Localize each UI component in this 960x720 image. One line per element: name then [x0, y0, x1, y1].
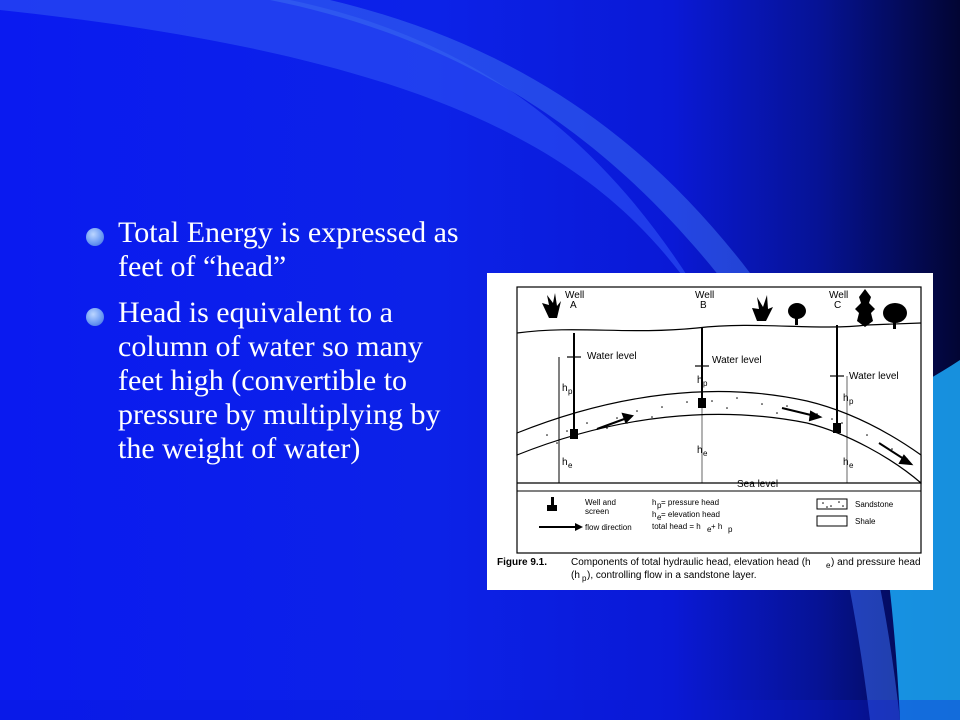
he-label: h	[697, 445, 703, 456]
well-label: Well	[695, 290, 715, 301]
bullet-item	[86, 216, 466, 284]
bullet-item	[86, 296, 466, 466]
legend-hp-sub: p	[657, 501, 662, 510]
bullet-text: Total Energy is expressed as feet of “head”	[118, 216, 459, 283]
legend-total-head: total head = h	[652, 522, 701, 531]
water-level-label: Water level	[712, 355, 762, 366]
legend-he-def: = elevation head	[661, 510, 720, 519]
caption-line2-end: ), controlling flow in a sandstone layer.	[587, 570, 757, 581]
he-label: h	[562, 457, 568, 468]
well-letter: A	[570, 300, 577, 311]
legend-well-screen: Well and	[585, 498, 616, 507]
hp-label: h	[562, 383, 568, 394]
well-a-screen	[570, 429, 578, 439]
hp-subscript: p	[568, 387, 573, 396]
legend-total-sub1: e	[707, 525, 712, 534]
well-label: Well	[565, 290, 585, 301]
he-subscript: e	[568, 461, 573, 470]
well-c-screen	[833, 423, 841, 433]
legend-he: h	[652, 510, 657, 519]
water-level-label: Water level	[587, 351, 637, 362]
caption-line2-sub: p	[582, 574, 587, 583]
bullet-list	[86, 216, 466, 478]
bullet-icon	[86, 308, 104, 326]
hydraulic-head-figure	[487, 273, 933, 590]
legend-well-screen-2: screen	[585, 507, 610, 516]
hp-label: h	[843, 393, 849, 404]
legend-sandstone: Sandstone	[855, 500, 894, 509]
caption-line2-start: (h	[571, 570, 580, 581]
caption-line1-sub: e	[826, 561, 831, 570]
legend-sandstone-swatch	[817, 499, 847, 509]
tree-icons	[542, 289, 907, 329]
caption-label: Figure 9.1.	[497, 557, 548, 568]
water-level-label: Water level	[849, 371, 899, 382]
well-letter: C	[834, 300, 842, 311]
well-label: Well	[829, 290, 849, 301]
hp-label: h	[697, 375, 703, 386]
bullet-icon	[86, 228, 104, 246]
legend-flow-direction: flow direction	[585, 523, 632, 532]
he-subscript: e	[703, 449, 708, 458]
legend-hp-def: = pressure head	[661, 498, 720, 507]
caption-line1: Components of total hydraulic head, elevation head (h	[571, 557, 811, 568]
legend-shale-swatch	[817, 516, 847, 526]
legend-hp: h	[652, 498, 657, 507]
figure-caption	[497, 557, 921, 583]
caption-line1-end: ) and pressure head	[831, 557, 921, 568]
legend-shale: Shale	[855, 517, 876, 526]
he-label: h	[843, 457, 849, 468]
hp-subscript: p	[849, 397, 854, 406]
legend-he-sub: e	[657, 513, 662, 522]
bullet-text: Head is equivalent to a column of water so many feet high (convertible to pressure by multiplying by the weight of water)	[118, 296, 441, 465]
figure-diagram	[487, 273, 933, 590]
hp-subscript: p	[703, 379, 708, 388]
he-subscript: e	[849, 461, 854, 470]
legend-total-mid: + h	[711, 522, 723, 531]
legend-total-sub2: p	[728, 525, 733, 534]
sea-level-label: Sea level	[737, 479, 779, 490]
ground-surface	[517, 323, 921, 333]
legend	[539, 497, 894, 534]
well-letter: B	[700, 300, 707, 311]
